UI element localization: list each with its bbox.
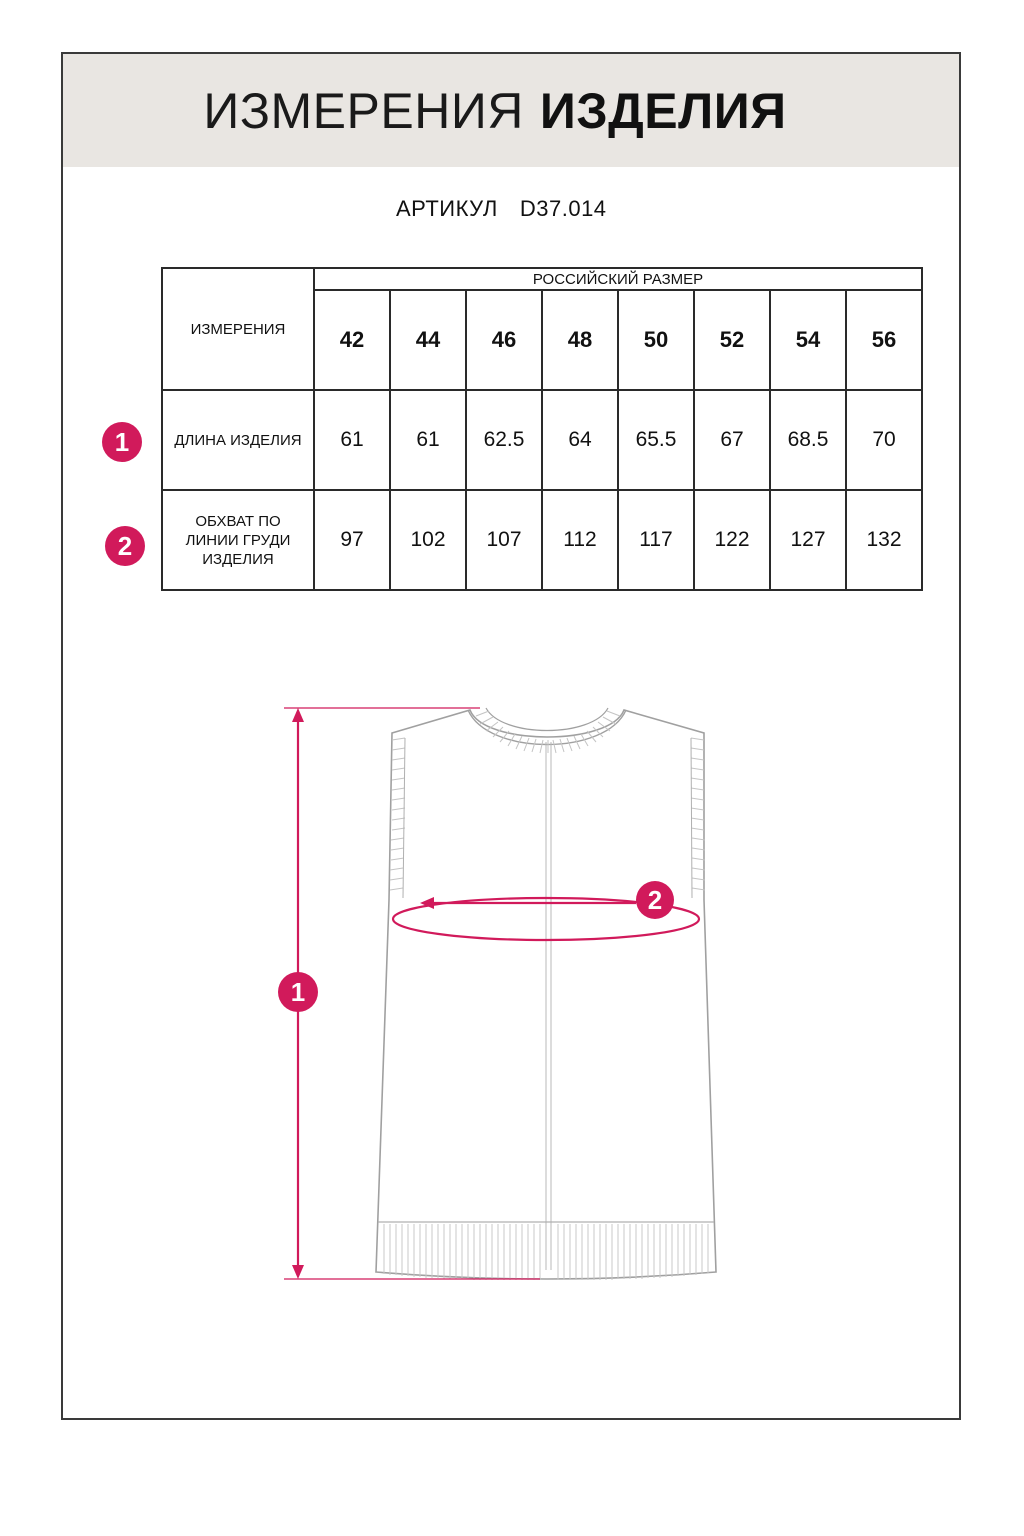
row-label-line: ОБХВАТ ПО: [195, 512, 281, 530]
size-header: 52: [694, 290, 770, 390]
table-cell: 65.5: [618, 390, 694, 490]
size-header: 56: [846, 290, 922, 390]
table-cell: 68.5: [770, 390, 846, 490]
title-light: ИЗМЕРЕНИЯ: [203, 82, 524, 139]
table-cell: 132: [846, 490, 922, 590]
table-cell: 70: [846, 390, 922, 490]
table-cell: 62.5: [466, 390, 542, 490]
diagram-badge-2: 2: [636, 881, 674, 919]
size-header: 48: [542, 290, 618, 390]
size-group-header: РОССИЙСКИЙ РАЗМЕР: [314, 268, 922, 290]
size-header: 46: [466, 290, 542, 390]
table-cell: 97: [314, 490, 390, 590]
row-label-line: ИЗДЕЛИЯ: [202, 550, 274, 568]
size-header: 50: [618, 290, 694, 390]
measurements-header: ИЗМЕРЕНИЯ: [162, 268, 314, 390]
table-cell: 122: [694, 490, 770, 590]
table-cell: 64: [542, 390, 618, 490]
size-header: 42: [314, 290, 390, 390]
table-cell: 107: [466, 490, 542, 590]
table-cell: 102: [390, 490, 466, 590]
article-label: АРТИКУЛ: [396, 196, 498, 221]
diagram-badge-1: 1: [278, 972, 318, 1012]
row-label-line: ЛИНИИ ГРУДИ: [185, 531, 291, 549]
table-cell: 67: [694, 390, 770, 490]
table-cell: 61: [390, 390, 466, 490]
row-number-badge-1: 1: [102, 422, 142, 462]
table-cell: 117: [618, 490, 694, 590]
table-cell: 112: [542, 490, 618, 590]
table-cell: 61: [314, 390, 390, 490]
article-code: D37.014: [519, 196, 607, 221]
size-header: 44: [390, 290, 466, 390]
row-number-badge-2: 2: [105, 526, 145, 566]
title-bold: ИЗДЕЛИЯ: [539, 82, 787, 139]
table-cell: 127: [770, 490, 846, 590]
size-header: 54: [770, 290, 846, 390]
row-label-length: ДЛИНА ИЗДЕЛИЯ: [162, 390, 314, 490]
